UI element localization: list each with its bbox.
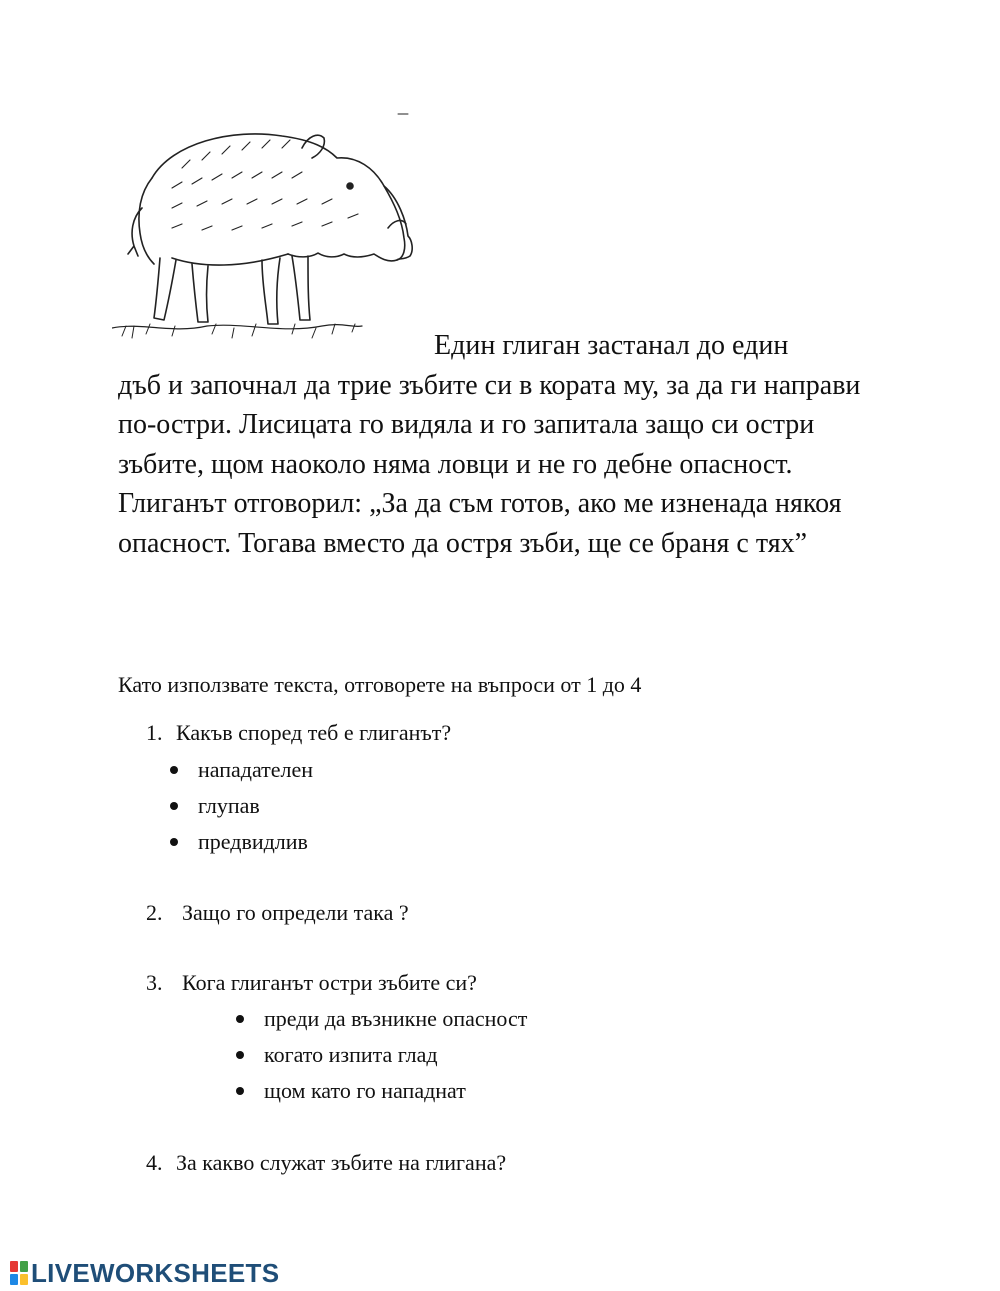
boar-illustration — [112, 108, 422, 360]
story-body: дъб и започнал да трие зъбите си в кората му, за да ги направи по-остри. Лисицата го видяла и го запитала защо си остри зъбите, щом наоколо няма ловци и не го дебне опасност. Глиганът отговорил: „За да съм готов, ако ме изненада някоя опасност. Тогава вместо да остря зъби, ще се браня с тях” — [118, 369, 861, 559]
question-4-text: За какво служат зъбите на глигана? — [176, 1150, 507, 1175]
question-4 — [146, 1150, 506, 1176]
bullet-icon — [170, 766, 178, 774]
bullet-icon — [236, 1087, 244, 1095]
bullet-icon — [236, 1015, 244, 1023]
liveworksheets-brand[interactable] — [10, 1258, 279, 1288]
brand-name: LIVEWORKSHEETS — [31, 1257, 280, 1288]
question-1-text: Какъв според теб е глиганът? — [176, 720, 452, 745]
question-1-number: 1. — [146, 720, 163, 745]
bullet-icon — [170, 838, 178, 846]
story-first-line: Един глиган застанал до един — [434, 330, 789, 361]
question-2-text: Защо го определи така ? — [182, 900, 409, 925]
liveworksheets-logo-icon — [10, 1261, 28, 1285]
bullet-icon — [170, 802, 178, 810]
question-2 — [146, 900, 409, 926]
instructions: Като използвате текста, отговорете на въпроси от 1 до 4 — [118, 672, 642, 697]
question-1 — [146, 720, 451, 746]
question-3-text: Кога глиганът остри зъбите си? — [182, 970, 477, 995]
question-3 — [146, 970, 477, 996]
question-2-number: 2. — [146, 900, 163, 925]
question-3-number: 3. — [146, 970, 163, 995]
bullet-icon — [236, 1051, 244, 1059]
story-paragraph — [118, 326, 888, 563]
question-4-number: 4. — [146, 1150, 163, 1175]
